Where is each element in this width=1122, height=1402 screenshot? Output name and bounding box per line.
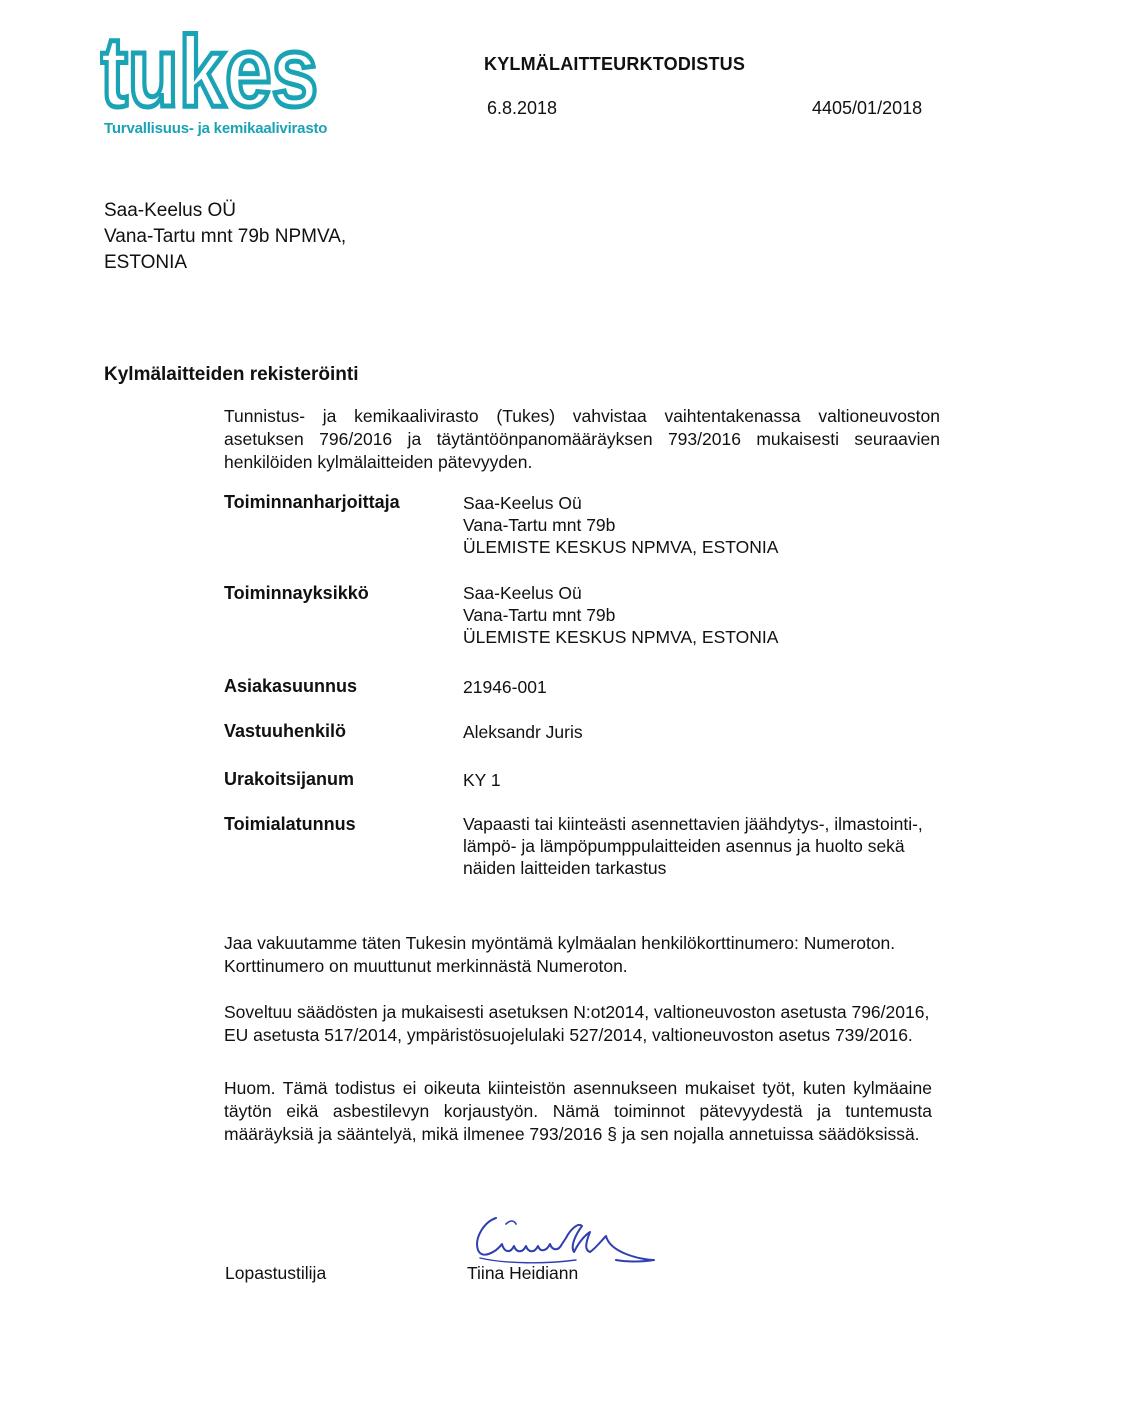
value-line: näiden laitteiden tarkastus — [463, 858, 667, 878]
field-value-contractor-number — [463, 769, 501, 791]
recipient-address — [104, 198, 346, 276]
section-heading: Kylmälaitteiden rekisteröinti — [104, 364, 359, 385]
value-line: Vana-Tartu mnt 79b — [463, 605, 616, 625]
signatory-name: Tiina Heidiann — [467, 1263, 579, 1283]
field-value-responsible-person — [463, 721, 583, 743]
field-value-operator — [463, 492, 778, 558]
value-line: KY 1 — [463, 770, 501, 790]
field-value-unit — [463, 582, 778, 648]
address-line: Vana-Tartu mnt 79b NPMVA, — [104, 226, 347, 247]
intro-paragraph: Tunnistus- ja kemikaalivirasto (Tukes) vahvistaa vaihtentakenassa valtioneuvoston asetuksen 796/2016 ja täytäntöönpanomääräyksen 793/2016 mukaisesti seuraavien henkilöiden kylmälaitteiden pätevyyden. — [224, 406, 940, 472]
value-line: Saa-Keelus Oü — [463, 583, 582, 603]
field-label-unit: Toiminnayksikkö — [224, 583, 369, 603]
field-label-operator: Toiminnanharjoittaja — [224, 492, 400, 512]
paragraph-line: Soveltuu säädösten ja mukaisesti asetuksen N:ot2014, valtioneuvoston asetusta 796/2016, — [224, 1002, 930, 1022]
paragraph-line: EU asetusta 517/2014, ympäristösuojelulaki 527/2014, valtioneuvoston asetus 739/2016. — [224, 1025, 913, 1045]
signatory-role: Lopastustilija — [225, 1263, 327, 1283]
tukes-logo — [100, 30, 320, 114]
paragraph-line: Jaa vakuutamme täten Tukesin myöntämä kylmäalan henkilökorttinumero: Numeroton. — [224, 933, 896, 953]
value-line: Vana-Tartu mnt 79b — [463, 515, 616, 535]
document-reference: 4405/01/2018 — [812, 98, 923, 118]
field-label-industry-code: Toimialatunnus — [224, 814, 356, 834]
value-line: ÜLEMISTE KESKUS NPMVA, ESTONIA — [463, 627, 779, 647]
field-value-industry-code — [463, 813, 923, 879]
svg-text:tukes: tukes — [100, 30, 318, 114]
field-label-customer-id: Asiakasuunnus — [224, 676, 358, 696]
address-line: Saa-Keelus OÜ — [104, 200, 237, 221]
value-line: Saa-Keelus Oü — [463, 493, 582, 513]
value-line: ÜLEMISTE KESKUS NPMVA, ESTONIA — [463, 537, 779, 557]
handwritten-signature — [466, 1200, 660, 1270]
paragraph-line: Korttinumero on muuttunut merkinnästä Numeroton. — [224, 956, 628, 976]
value-line: Vapaasti tai kiinteästi asennettavien jäähdytys-, ilmastointi-, — [463, 814, 923, 834]
logo-tagline: Turvallisuus- ja kemikaalivirasto — [104, 120, 328, 137]
value-line: Aleksandr Juris — [463, 722, 583, 742]
document-title: KYLMÄLAITTEURKTODISTUS — [484, 54, 746, 74]
note-paragraph: Huom. Tämä todistus ei oikeuta kiinteistön asennukseen mukaiset työt, kuten kylmäaine täytön eikä asbestilevyn korjaustyön. Nämä toiminnot pätevyydestä ja tuntemusta määräyksiä ja sääntelyä, mikä ilmenee 793/2016 § ja sen nojalla annetuissa säädöksissä. — [224, 1078, 932, 1144]
document-date: 6.8.2018 — [487, 98, 558, 118]
value-line: 21946-001 — [463, 677, 547, 697]
card-number-paragraph — [224, 932, 946, 978]
field-value-customer-id — [463, 676, 547, 698]
address-line: ESTONIA — [104, 252, 188, 273]
field-label-contractor-number: Urakoitsijanum — [224, 769, 355, 789]
regulations-paragraph — [224, 1001, 946, 1047]
value-line: lämpö- ja lämpöpumppulaitteiden asennus ja huolto sekä — [463, 836, 905, 856]
field-label-responsible-person: Vastuuhenkilö — [224, 721, 347, 741]
